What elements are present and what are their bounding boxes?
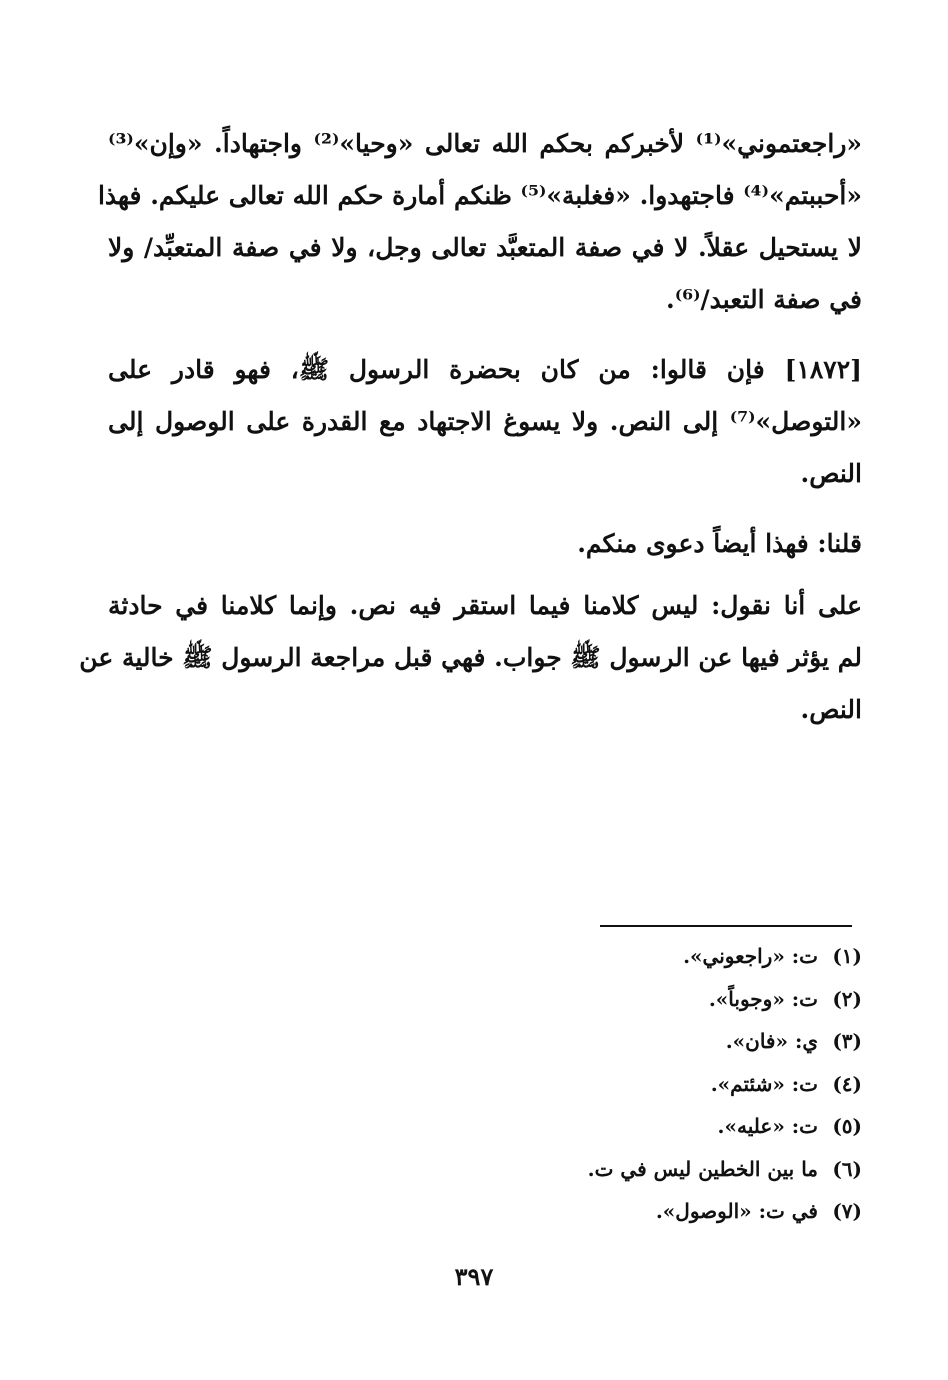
text-line: لم يؤثر فيها عن الرسول ﷺ جواب. فهي قبل مراجعة الرسول ﷺ خالية عن [79,643,862,672]
text-line: قلنا: فهذا أيضاً دعوى منكم. [577,529,862,558]
footnote-item [400,978,862,1021]
text-line: «أحببتم»⁽⁴⁾ فاجتهدوا. «فغلبة»⁽⁵⁾ ظنكم أمارة حكم الله تعالى عليكم. فهذا [97,181,862,210]
footnote-item [400,1063,862,1106]
footnote-divider [600,925,852,927]
footnote-number: (٦) [832,1156,862,1181]
text-line: «التوصل»⁽⁷⁾ إلى النص. ولا يسوغ الاجتهاد مع القدرة على الوصول إلى [108,407,862,436]
footnote-item [400,1020,862,1063]
text-line: النص. [800,459,862,488]
footnote-text: ت: «وجوباً». [708,986,818,1011]
footnote-number: (٢) [832,986,862,1011]
footnote-number: (٥) [832,1114,862,1138]
footnote-item [400,1190,862,1233]
text-line: [١٨٧٢] فإن قالوا: من كان بحضرة الرسول ﷺ، فهو قادر على [108,355,862,384]
footnote-item [400,1105,862,1148]
footnotes-list [400,935,862,1233]
footnote-text: ت: «شئتم». [710,1071,818,1096]
footnote-item [400,1148,862,1191]
footnote-number: (٣) [832,1029,862,1053]
footnote-number: (٧) [832,1199,862,1223]
footnote-text: ما بين الخطين ليس في ت. [587,1156,818,1181]
footnote-number: (٤) [832,1071,862,1096]
paragraph-2 [108,344,862,500]
text-line: في صفة التعبد/⁽⁶⁾. [666,285,862,314]
text-line: على أنا نقول: ليس كلامنا فيما استقر فيه نص. وإنما كلامنا في حادثة [108,591,862,620]
footnote-text: ت: «عليه». [717,1114,818,1138]
page-number: ٣٩٧ [454,1262,494,1291]
text-line: «راجعتموني»⁽¹⁾ لأخبركم بحكم الله تعالى «وحيا»⁽²⁾ واجتهاداً. «وإن»⁽³⁾ [108,129,863,158]
text-line: لا يستحيل عقلاً. لا في صفة المتعبَّد تعالى وجل، ولا في صفة المتعبِّد/ ولا [108,233,862,262]
paragraph-3 [108,518,862,570]
footnote-text: في ت: «الوصول». [655,1199,818,1223]
text-line: النص. [800,695,862,724]
paragraph-1 [97,118,863,326]
footnote-number: (١) [832,944,862,968]
footnote-item [400,935,862,978]
footnote-text: ي: «فان». [725,1029,818,1053]
main-text [79,118,863,754]
footnote-text: ت: «راجعوني». [683,944,818,968]
paragraph-4 [79,580,862,736]
